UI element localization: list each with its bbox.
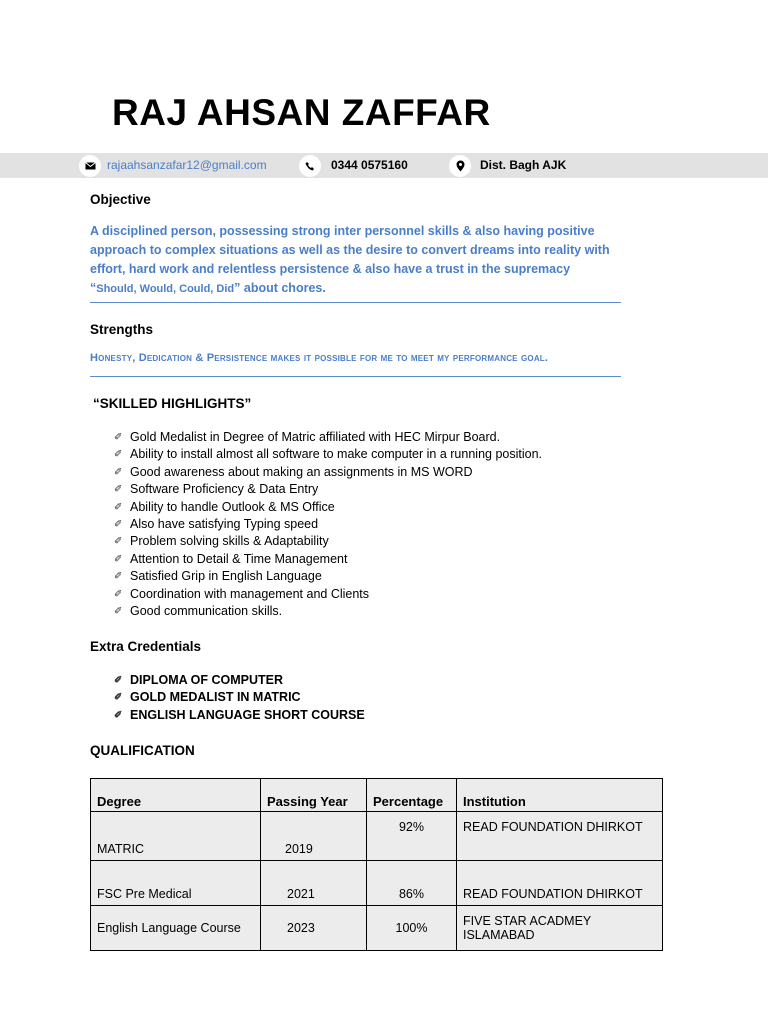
qualification-title: QUALIFICATION: [90, 743, 195, 758]
strengths-text: Honesty, Dedication & Persistence makes it possible for me to meet my performance goal.: [90, 352, 549, 364]
bullet-arrow-icon: ✐: [114, 675, 123, 686]
cell-percentage: 86%: [367, 861, 457, 906]
divider: [90, 376, 621, 377]
list-item-text: Attention to Detail & Time Management: [130, 551, 348, 566]
list-item: [114, 499, 542, 516]
objective-text: [90, 222, 620, 299]
cell-year: 2019: [261, 812, 367, 861]
bullet-arrow-icon: ✐: [114, 709, 123, 721]
phone-number: 0344 0575160: [331, 158, 408, 172]
objective-quote: Should, Would, Could, Did: [96, 283, 235, 295]
table-row: [91, 906, 663, 951]
list-item-text: Gold Medalist in Degree of Matric affiliated with HEC Mirpur Board.: [130, 430, 501, 444]
bullet-arrow-icon: ✐: [114, 432, 123, 443]
list-item-text: GOLD MEDALIST IN MATRIC: [130, 690, 301, 705]
list-item: [114, 533, 542, 550]
list-item: [114, 429, 542, 446]
mail-icon: [79, 155, 101, 177]
bullet-arrow-icon: ✐: [114, 501, 123, 513]
divider: [90, 302, 621, 303]
header-percentage: Percentage: [367, 779, 457, 812]
table-header-row: [91, 779, 663, 812]
cell-percentage: 92%: [367, 812, 457, 861]
cell-institution: READ FOUNDATION DHIRKOT: [457, 812, 663, 861]
header-degree: Degree: [91, 779, 261, 812]
bullet-arrow-icon: ✐: [114, 518, 123, 530]
list-item-text: Ability to handle Outlook & MS Office: [130, 499, 335, 514]
cell-institution: READ FOUNDATION DHIRKOT: [457, 861, 663, 906]
list-item: [114, 586, 542, 603]
bullet-arrow-icon: ✐: [114, 466, 123, 478]
credentials-title: Extra Credentials: [90, 639, 202, 654]
objective-main: A disciplined person, possessing strong inter personnel skills & also having positive approach to complex situations as well as the desire to convert dreams into reality with effort, hard work and relentless persistence & also have a trust in the supremacy “: [90, 224, 610, 295]
list-item-text: DIPLOMA OF COMPUTER: [130, 673, 284, 687]
bullet-arrow-icon: ✐: [114, 605, 123, 617]
list-item-text: Ability to install almost all software to make computer in a running position.: [130, 447, 542, 462]
bullet-arrow-icon: ✐: [114, 484, 123, 496]
candidate-name: RAJ AHSAN ZAFFAR: [112, 92, 491, 133]
skills-list: [114, 429, 542, 620]
bullet-arrow-icon: ✐: [114, 588, 123, 600]
list-item: [114, 516, 542, 533]
list-item-text: Also have satisfying Typing speed: [130, 516, 319, 531]
header-passing-year: Passing Year: [261, 779, 367, 812]
list-item-text: Good awareness about making an assignments in MS WORD: [130, 464, 473, 479]
strengths-title: Strengths: [90, 322, 154, 337]
list-item: [114, 689, 365, 706]
credentials-list: [114, 672, 365, 724]
list-item: [114, 481, 542, 498]
cell-percentage: 100%: [367, 906, 457, 951]
list-item: [114, 568, 542, 585]
bullet-arrow-icon: ✐: [114, 536, 123, 548]
skills-title: “SKILLED HIGHLIGHTS”: [93, 396, 252, 411]
list-item: [114, 707, 365, 724]
cell-degree: MATRIC: [91, 812, 261, 861]
bullet-arrow-icon: ✐: [114, 553, 123, 565]
bullet-arrow-icon: ✐: [114, 571, 123, 583]
list-item: [114, 446, 542, 463]
list-item: [114, 464, 542, 481]
contact-bar: [0, 153, 768, 178]
list-item-text: Good communication skills.: [130, 603, 283, 618]
list-item-text: ENGLISH LANGUAGE SHORT COURSE: [130, 707, 365, 722]
list-item: [114, 603, 542, 620]
list-item-text: Coordination with management and Clients: [130, 586, 370, 601]
objective-end: ” about chores.: [234, 281, 326, 295]
email-link[interactable]: rajaahsanzafar12@gmail.com: [107, 158, 267, 172]
list-item: [114, 672, 365, 689]
bullet-arrow-icon: ✐: [114, 449, 123, 461]
phone-icon: [299, 155, 321, 177]
location-pin-icon: [449, 155, 471, 177]
list-item: [114, 551, 542, 568]
list-item-text: Satisfied Grip in English Language: [130, 569, 322, 584]
header-institution: Institution: [457, 779, 663, 812]
list-item-text: Problem solving skills & Adaptability: [130, 534, 329, 549]
location-text: Dist. Bagh AJK: [480, 158, 567, 172]
qualification-table: [90, 778, 663, 951]
cell-year: 2021: [261, 861, 367, 906]
table-row: [91, 861, 663, 906]
cell-degree: English Language Course: [91, 906, 261, 951]
cell-institution: FIVE STAR ACADMEY ISLAMABAD: [457, 906, 663, 951]
bullet-arrow-icon: ✐: [114, 692, 123, 704]
table-row: [91, 812, 663, 861]
cell-degree: FSC Pre Medical: [91, 861, 261, 906]
cell-year: 2023: [261, 906, 367, 951]
objective-title: Objective: [90, 192, 151, 207]
list-item-text: Software Proficiency & Data Entry: [130, 482, 319, 497]
